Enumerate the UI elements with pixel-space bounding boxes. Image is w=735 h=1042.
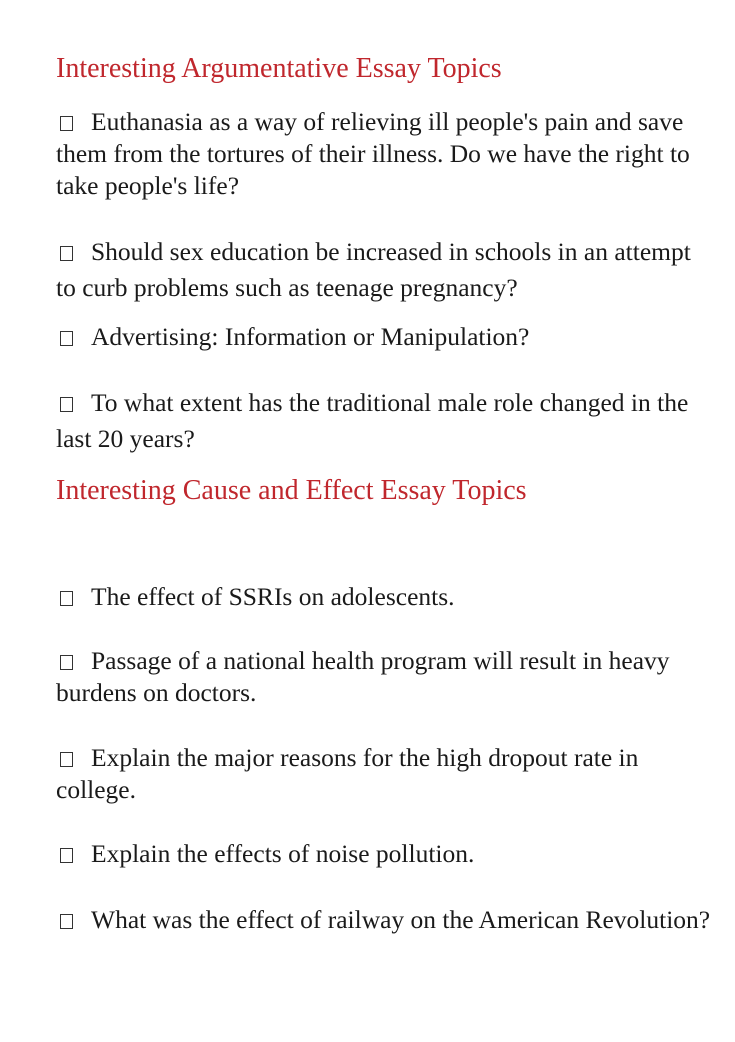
list-item-text: To what extent has the traditional male role changed in the last 20 years? xyxy=(56,388,689,453)
section-heading-cause-effect: Interesting Cause and Effect Essay Topics xyxy=(56,475,527,506)
list-item xyxy=(56,385,726,457)
list-item xyxy=(56,581,716,613)
list-item xyxy=(56,742,716,806)
empty-square-icon xyxy=(60,331,73,346)
list-item-text: Euthanasia as a way of relieving ill people's pain and save them from the tortures of their illness. Do we have the right to take people's life? xyxy=(56,107,690,200)
list-item-text: Explain the major reasons for the high dropout rate in college. xyxy=(56,743,639,804)
empty-square-icon xyxy=(60,752,73,767)
empty-square-icon xyxy=(60,591,73,606)
list-item xyxy=(56,321,716,353)
empty-square-icon xyxy=(60,914,73,929)
list-item-text: What was the effect of railway on the American Revolution? xyxy=(91,905,711,934)
list-item xyxy=(56,902,716,938)
empty-square-icon xyxy=(60,655,73,670)
list-item-text: Advertising: Information or Manipulation? xyxy=(91,322,530,351)
empty-square-icon xyxy=(60,246,73,261)
list-item-text: Passage of a national health program will result in heavy burdens on doctors. xyxy=(56,646,670,707)
empty-square-icon xyxy=(60,848,73,863)
list-item xyxy=(56,645,716,709)
section-heading-argumentative: Interesting Argumentative Essay Topics xyxy=(56,53,502,84)
list-item-text: Should sex education be increased in schools in an attempt to curb problems such as teenage pregnancy? xyxy=(56,237,691,302)
list-item xyxy=(56,234,716,306)
list-item xyxy=(56,838,716,870)
empty-square-icon xyxy=(60,397,73,412)
list-item-text: Explain the effects of noise pollution. xyxy=(91,839,475,868)
list-item xyxy=(56,106,716,202)
empty-square-icon xyxy=(60,116,73,131)
list-item-text: The effect of SSRIs on adolescents. xyxy=(91,582,455,611)
